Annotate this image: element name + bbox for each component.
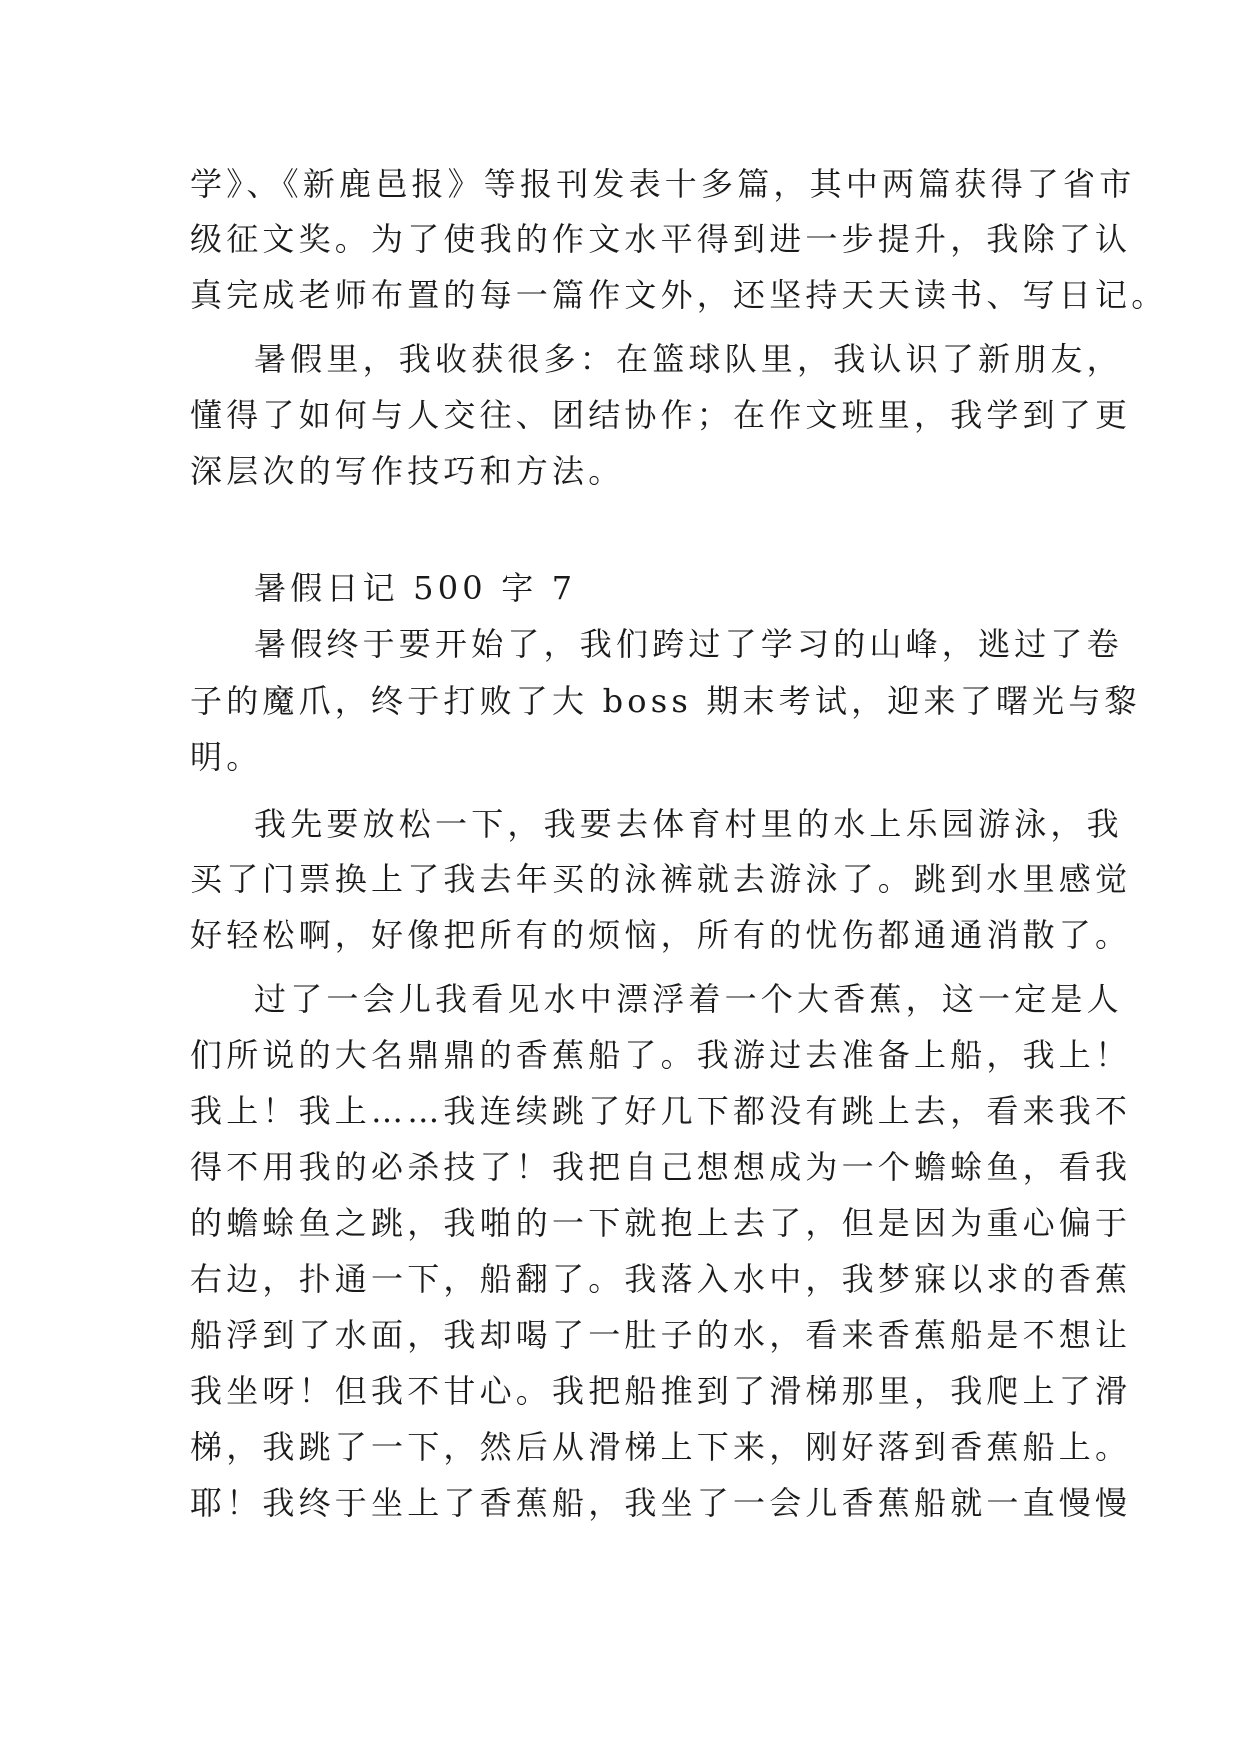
text-line: 买了门票换上了我去年买的泳裤就去游泳了。跳到水里感觉 xyxy=(190,860,1132,898)
text-line: 级征文奖。为了使我的作文水平得到进一步提升，我除了认 xyxy=(190,220,1132,258)
section-heading: 暑假日记 500 字 7 xyxy=(254,569,577,607)
text-line: 们所说的大名鼎鼎的香蕉船了。我游过去准备上船，我上！ xyxy=(190,1036,1132,1074)
text-line: 右边，扑通一下，船翻了。我落入水中，我梦寐以求的香蕉 xyxy=(190,1260,1132,1298)
text-line: 好轻松啊，好像把所有的烦恼，所有的忧伤都通通消散了。 xyxy=(190,916,1132,954)
text-line: 的蟾蜍鱼之跳，我啪的一下就抱上去了，但是因为重心偏于 xyxy=(190,1204,1132,1242)
text-line: 子的魔爪，终于打败了大 boss 期末考试，迎来了曙光与黎 xyxy=(190,682,1141,720)
paragraph-start-line: 我先要放松一下，我要去体育村里的水上乐园游泳，我 xyxy=(254,805,1123,843)
text-line: 深层次的写作技巧和方法。 xyxy=(190,452,625,490)
paragraph-start-line: 暑假里，我收获很多：在篮球队里，我认识了新朋友， xyxy=(254,340,1123,378)
text-line: 得不用我的必杀技了！我把自己想想成为一个蟾蜍鱼，看我 xyxy=(190,1148,1132,1186)
text-line: 真完成老师布置的每一篇作文外，还坚持天天读书、写日记。 xyxy=(190,276,1168,314)
paragraph-start-line: 过了一会儿我看见水中漂浮着一个大香蕉，这一定是人 xyxy=(254,980,1123,1018)
text-line: 懂得了如何与人交往、团结协作；在作文班里，我学到了更 xyxy=(190,396,1132,434)
text-line: 我坐呀！但我不甘心。我把船推到了滑梯那里，我爬上了滑 xyxy=(190,1372,1132,1410)
paragraph-start-line: 暑假终于要开始了，我们跨过了学习的山峰，逃过了卷 xyxy=(254,625,1123,663)
text-line: 学》、《新鹿邑报》等报刊发表十多篇，其中两篇获得了省市 xyxy=(190,165,1136,203)
text-line: 船浮到了水面，我却喝了一肚子的水，看来香蕉船是不想让 xyxy=(190,1316,1132,1354)
text-line: 我上！我上……我连续跳了好几下都没有跳上去，看来我不 xyxy=(190,1092,1132,1130)
text-line: 梯，我跳了一下，然后从滑梯上下来，刚好落到香蕉船上。 xyxy=(190,1428,1132,1466)
text-line: 明。 xyxy=(190,738,263,776)
text-line: 耶！我终于坐上了香蕉船，我坐了一会儿香蕉船就一直慢慢 xyxy=(190,1484,1132,1522)
